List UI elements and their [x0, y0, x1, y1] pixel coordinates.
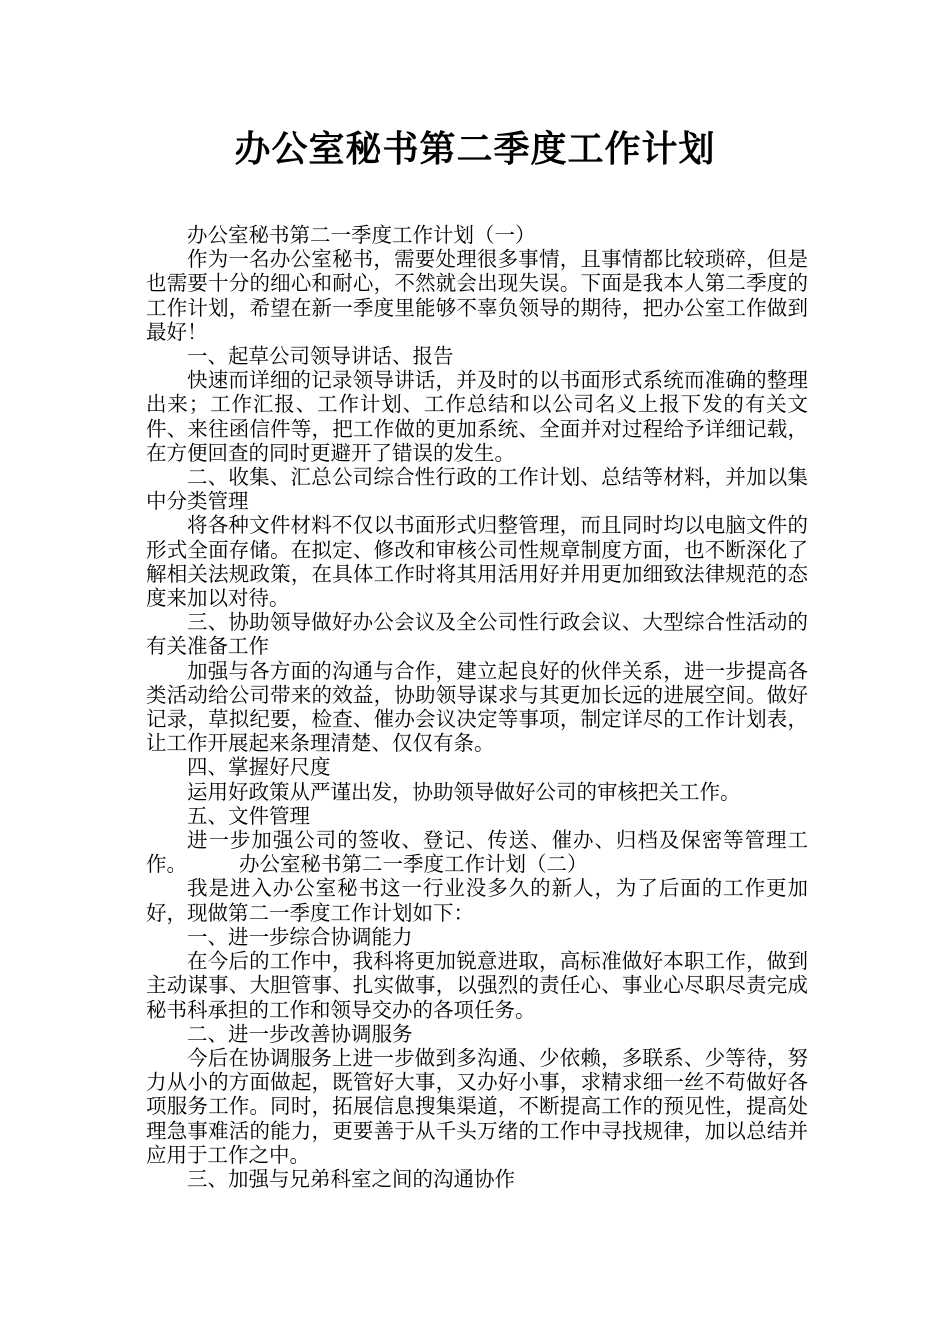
part-two-heading: 办公室秘书第二一季度工作计划（二） — [239, 852, 588, 877]
section-heading: 一、进一步综合协调能力 — [187, 924, 413, 949]
paragraph — [146, 828, 808, 876]
section-heading: 四、掌握好尺度 — [187, 755, 331, 780]
document-title: 办公室秘书第二季度工作计划 — [234, 129, 716, 170]
section-heading: 三、协助领导做好办公会议及全公司性行政会议、大型综合性活动的有关准备工作 — [146, 610, 808, 659]
paragraph: 运用好政策从严谨出发，协助领导做好公司的审核把关工作。 — [187, 779, 741, 804]
section-heading: 一、起草公司领导讲话、报告 — [187, 344, 454, 369]
paragraph: 加强与各方面的沟通与合作，建立起良好的伙伴关系，进一步提高各类活动给公司带来的效益，协助领导谋求与其更加长远的进展空间。做好记录，草拟纪要，检查、催办会议决定等事项，制定详尽的工作计划表，让工作开展起来条理清楚、仅仅有条。 — [146, 658, 808, 756]
paragraph: 快速而详细的记录领导讲话，并及时的以书面形式系统而准确的整理出来；工作汇报、工作计划、工作总结和以公司名义上报下发的有关文件、来往函信件等，把工作做的更加系统、全面并对过程给予详细记载，在方便回查的同时更避开了错误的发生。 — [146, 368, 808, 465]
paragraph: 在今后的工作中，我科将更加锐意进取，高标准做好本职工作，做到主动谋事、大胆管事、扎实做事，以强烈的责任心、事业心尽职尽责完成秘书科承担的工作和领导交办的各项任务。 — [146, 949, 808, 1022]
paragraph: 我是进入办公室秘书这一行业没多久的新人，为了后面的工作更加好，现做第二一季度工作计划如下： — [146, 876, 808, 925]
paragraph-text: 进一步加强公司的签收、登记、传送、催办、归档及保密等管理工作。 — [146, 828, 808, 877]
section-heading: 二、进一步改善协调服务 — [187, 1021, 413, 1046]
section-heading: 三、加强与兄弟科室之间的沟通协作 — [187, 1166, 515, 1191]
document-body — [146, 223, 808, 1191]
paragraph: 将各种文件材料不仅以书面形式归整管理，而且同时均以电脑文件的形式全面存储。在拟定、修改和审核公司性规章制度方面，也不断深化了解相关法规政策，在具体工作时将其用活用好并用更加细致法律规范的态度来加以对待。 — [146, 513, 808, 611]
paragraph: 今后在协调服务上进一步做到多沟通、少依赖，多联系、少等待，努力从小的方面做起，既管好大事，又办好小事，求精求细一丝不苟做好各项服务工作。同时，拓展信息搜集渠道，不断提高工作的预见性，提高处理急事难活的能力，更要善于从千头万绪的工作中寻找规律，加以总结并应用于工作之中。 — [146, 1045, 808, 1167]
section-heading: 五、文件管理 — [187, 803, 310, 828]
paragraph: 办公室秘书第二一季度工作计划（一） — [187, 223, 536, 247]
paragraph: 作为一名办公室秘书，需要处理很多事情，且事情都比较琐碎，但是也需要十分的细心和耐心，不然就会出现失误。下面是我本人第二季度的工作计划，希望在新一季度里能够不辜负领导的期待，把办公室工作做到最好！ — [146, 247, 808, 344]
section-heading: 二、收集、汇总公司综合性行政的工作计划、总结等材料，并加以集中分类管理 — [146, 465, 808, 514]
